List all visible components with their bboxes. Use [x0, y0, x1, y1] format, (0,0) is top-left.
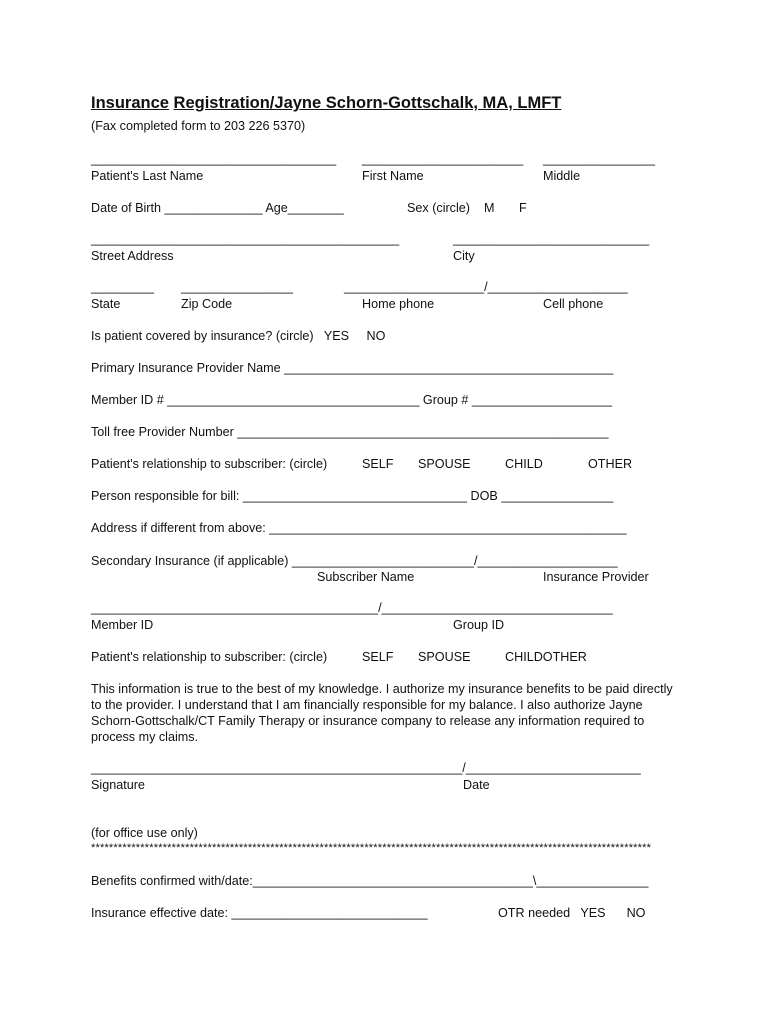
phone-line[interactable]: ____________________/____________________: [344, 280, 628, 294]
primary-provider-field[interactable]: Primary Insurance Provider Name _______________________________________________: [91, 361, 614, 375]
relationship-spouse[interactable]: SPOUSE: [418, 457, 471, 471]
statement-line-1: This information is true to the best of my knowledge. I authorize my insurance benefits to be paid directly: [91, 682, 673, 696]
signature-label: Signature: [91, 778, 145, 792]
title-part-2: Registration/Jayne Schorn-Gottschalk, MA, LMFT: [173, 94, 562, 112]
relationship-other[interactable]: OTHER: [588, 457, 633, 471]
home-phone-label: Home phone: [362, 297, 435, 311]
cell-phone-label: Cell phone: [543, 297, 604, 311]
subscriber-name-label: Subscriber Name: [317, 570, 415, 584]
relationship-label: Patient's relationship to subscriber: (circle): [91, 457, 328, 471]
toll-free-field[interactable]: Toll free Provider Number _____________________________________________________: [91, 425, 609, 439]
member-id-label: Member ID: [91, 618, 154, 632]
benefits-confirmed-field[interactable]: Benefits confirmed with/date:________________________________________\________________: [91, 874, 649, 888]
middle-name-line[interactable]: ________________: [543, 152, 656, 166]
relationship-self-2[interactable]: SELF: [362, 650, 394, 664]
insurance-provider-label: Insurance Provider: [543, 570, 649, 584]
relationship-self[interactable]: SELF: [362, 457, 394, 471]
address-diff-field[interactable]: Address if different from above: ___________________________________________________: [91, 521, 627, 535]
street-line[interactable]: ____________________________________________: [91, 232, 400, 246]
relationship-label-2: Patient's relationship to subscriber: (circle): [91, 650, 328, 664]
last-name-line[interactable]: ___________________________________: [91, 152, 337, 166]
city-line[interactable]: ____________________________: [453, 232, 650, 246]
covered-question[interactable]: Is patient covered by insurance? (circle) YES NO: [91, 329, 386, 343]
title-part-1: Insurance: [91, 94, 169, 112]
group-id-label: Group ID: [453, 618, 505, 632]
page-title: [91, 94, 561, 113]
fax-note: (Fax completed form to 203 226 5370): [91, 119, 306, 133]
otr-needed-field[interactable]: OTR needed YES NO: [498, 906, 646, 920]
member-group-line[interactable]: _________________________________________/_________________________________: [91, 601, 613, 615]
statement-line-2: to the provider. I understand that I am financially responsible for my balance. I also authorize Jayne: [91, 698, 643, 712]
signature-line[interactable]: _____________________________________________________/_________________________: [91, 761, 641, 775]
last-name-label: Patient's Last Name: [91, 169, 204, 183]
member-group-field[interactable]: Member ID # ____________________________________ Group # ____________________: [91, 393, 613, 407]
date-label: Date: [463, 778, 490, 792]
first-name-label: First Name: [362, 169, 424, 183]
sex-field[interactable]: Sex (circle) M F: [407, 201, 527, 215]
state-line[interactable]: _________: [91, 280, 155, 294]
relationship-childother-2[interactable]: CHILDOTHER: [505, 650, 587, 664]
statement-line-3: Schorn-Gottschalk/CT Family Therapy or insurance company to release any information required to: [91, 714, 645, 728]
zip-line[interactable]: ________________: [181, 280, 294, 294]
state-label: State: [91, 297, 121, 311]
street-label: Street Address: [91, 249, 174, 263]
office-use-label: (for office use only): [91, 826, 198, 840]
statement-line-4: process my claims.: [91, 730, 199, 744]
first-name-line[interactable]: _______________________: [362, 152, 524, 166]
effective-date-field[interactable]: Insurance effective date: ____________________________: [91, 906, 428, 920]
asterisk-divider: *****************************************************************************************************************************: [91, 842, 652, 854]
secondary-insurance-field[interactable]: Secondary Insurance (if applicable) __________________________/____________________: [91, 554, 618, 568]
city-label: City: [453, 249, 475, 263]
zip-label: Zip Code: [181, 297, 233, 311]
relationship-child[interactable]: CHILD: [505, 457, 543, 471]
dob-age-field[interactable]: Date of Birth ______________ Age________: [91, 201, 344, 215]
relationship-spouse-2[interactable]: SPOUSE: [418, 650, 471, 664]
middle-label: Middle: [543, 169, 581, 183]
responsible-field[interactable]: Person responsible for bill: ________________________________ DOB ________________: [91, 489, 614, 503]
